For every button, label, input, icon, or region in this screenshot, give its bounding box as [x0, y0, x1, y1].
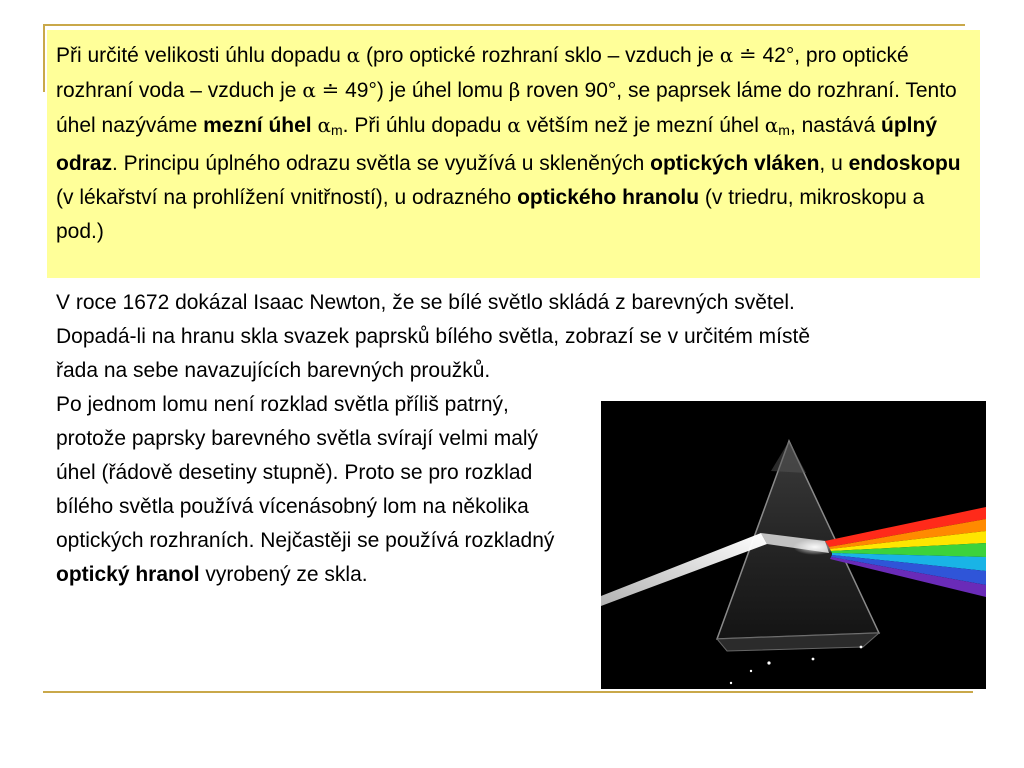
prism-dispersion-image — [601, 401, 986, 689]
term-reflecting-prism: optického hranolu — [517, 186, 700, 209]
text-segment: . Při úhlu dopadu — [342, 114, 508, 137]
top-border-line — [43, 24, 965, 26]
text-segment: ≐ 42°, pro optické rozhraní voda – vzduch je — [56, 44, 909, 102]
text-segment: , nastává — [789, 114, 881, 137]
text-segment: Při určité velikosti úhlu dopadu — [56, 44, 347, 67]
bottom-border-line — [43, 691, 973, 693]
newton-paragraph: V roce 1672 dokázal Isaac Newton, že se bílé světlo skládá z barevných světel. Dopadá-li na hranu skla svazek paprsků bílého světla, zobrazí se v určitém místě řada na sebe navazujících barevných proužků. — [56, 291, 811, 382]
subscript-m: m — [778, 122, 790, 138]
text-segment: Po jednom lomu není rozklad světla příliš patrný, protože paprsky barevného světla svírají velmi malý úhel (řádově desetiny stupně). Proto se pro rozklad bílého světla používá vícenásobný lom na několika optických rozhraních. Nejčastěji se používá rozkladný — [56, 393, 555, 552]
body-text — [56, 286, 811, 592]
alpha-symbol: α — [346, 43, 361, 67]
alpha-symbol: α — [302, 78, 316, 102]
term-critical-angle: mezní úhel — [203, 114, 312, 137]
sparkle — [812, 658, 815, 661]
alpha-symbol: α — [507, 113, 521, 137]
sparkle — [730, 682, 732, 684]
sparkle — [767, 661, 770, 664]
term-optical-fibers: optických vláken — [650, 152, 820, 175]
dispersion-paragraph — [56, 388, 571, 592]
prism-illustration — [601, 401, 986, 689]
sparkle — [750, 670, 752, 672]
alpha-symbol: α — [764, 113, 779, 137]
total-reflection-paragraph — [56, 38, 972, 249]
text-segment: roven 90°, se paprsek láme do rozhraní. Tento úhel nazýváme — [56, 79, 957, 137]
text-segment: (v lékařství na prohlížení vnitřností), u odrazného — [56, 186, 518, 209]
alpha-symbol: α — [719, 43, 734, 67]
text-segment: vyrobený ze skla. — [199, 563, 368, 586]
text-segment: (pro optické rozhraní sklo – vzduch je — [360, 44, 720, 67]
term-total-reflection: úplný odraz — [56, 114, 937, 175]
highlighted-paragraph-box — [47, 30, 980, 278]
sparkle — [860, 646, 863, 649]
text-segment: , u — [819, 152, 849, 175]
left-border-line — [43, 24, 45, 92]
term-optical-prism: optický hranol — [56, 563, 200, 586]
term-endoscope: endoskopu — [848, 152, 961, 175]
alpha-symbol: α — [317, 113, 331, 137]
text-segment: ≐ 49°) je úhel lomu — [315, 79, 509, 102]
subscript-m: m — [330, 122, 343, 138]
beta-symbol: β — [508, 78, 521, 102]
text-segment: větším než je mezní úhel — [520, 114, 765, 137]
text-segment: . Principu úplného odrazu světla se využívá u skleněných — [112, 152, 651, 175]
text-segment: (v triedru, mikroskopu a pod.) — [56, 186, 925, 243]
